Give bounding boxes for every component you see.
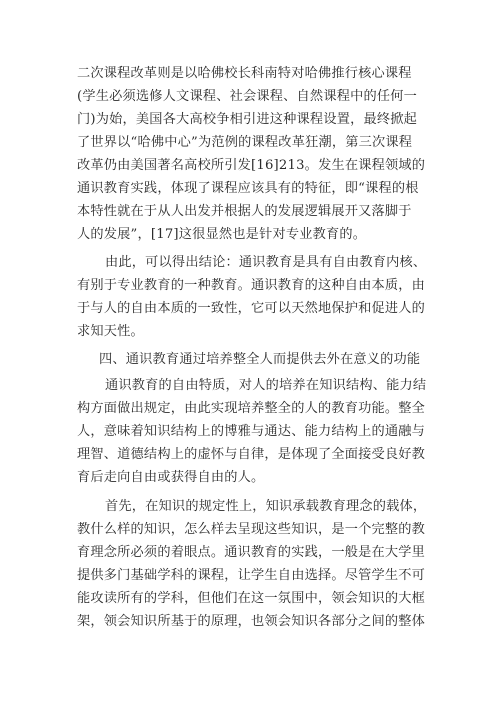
text-line: 育后走向自由或获得自由的人。	[77, 470, 265, 485]
text-line: 本特性就在于从人出发并根据人的发展逻辑展开又落脚于	[77, 204, 412, 219]
text-line: 通识教育实践，体现了课程应该具有的特征，即“课程的根	[77, 181, 419, 196]
text-line: 人，意味着知识结构上的博雅与通达、能力结构上的通融与	[77, 424, 426, 439]
text-line: 理智、道德结构上的虚怀与自律，是体现了全面接受良好教	[77, 447, 426, 462]
text-line: (学生必须选修人文课程、社会课程、自然课程中的任何一	[77, 89, 418, 104]
text-line: 提供多门基础学科的课程，让学生自由选择。尽管学生不可	[77, 568, 426, 583]
text-line: 首先，在知识的规定性上，知识承载教育理念的载体，	[105, 499, 427, 514]
text-line: 人的发展”，[17]这很显然也是针对专业教育的。	[77, 227, 367, 242]
text-line: 门)为始，美国各大高校争相引进这种课程设置，最终掀起	[77, 112, 418, 127]
text-line: 了世界以“哈佛中心”为范例的课程改革狂潮，第三次课程	[77, 135, 413, 150]
section-heading: 四、通识教育通过培养整全人而提供去外在意义的功能	[99, 352, 421, 367]
text-line: 改革仍由美国著名高校所引发[16]213。发生在课程领域的	[77, 158, 426, 173]
text-line: 由此，可以得出结论：通识教育是具有自由教育内核、	[105, 255, 427, 270]
text-line: 能攻读所有的学科，但他们在这一氛围中，领会知识的大框	[77, 591, 426, 606]
text-line: 通识教育的自由特质，对人的培养在知识结构、能力结	[105, 378, 427, 393]
text-line: 构方面做出规定，由此实现培养整全的人的教育功能。整全	[77, 401, 426, 416]
text-line: 于与人的自由本质的一致性，它可以天然地保护和促进人的	[77, 301, 426, 316]
text-line: 有别于专业教育的一种教育。通识教育的这种自由本质，由	[77, 278, 426, 293]
text-line: 育理念所必须的着眼点。通识教育的实践，一般是在大学里	[77, 545, 426, 560]
text-line: 架，领会知识所基于的原理，也领会知识各部分之间的整体	[77, 614, 426, 629]
text-line: 求知天性。	[77, 324, 144, 339]
text-line: 二次课程改革则是以哈佛校长科南特对哈佛推行核心课程	[77, 66, 412, 81]
text-line: 教什么样的知识，怎么样去呈现这些知识，是一个完整的教	[77, 522, 426, 537]
